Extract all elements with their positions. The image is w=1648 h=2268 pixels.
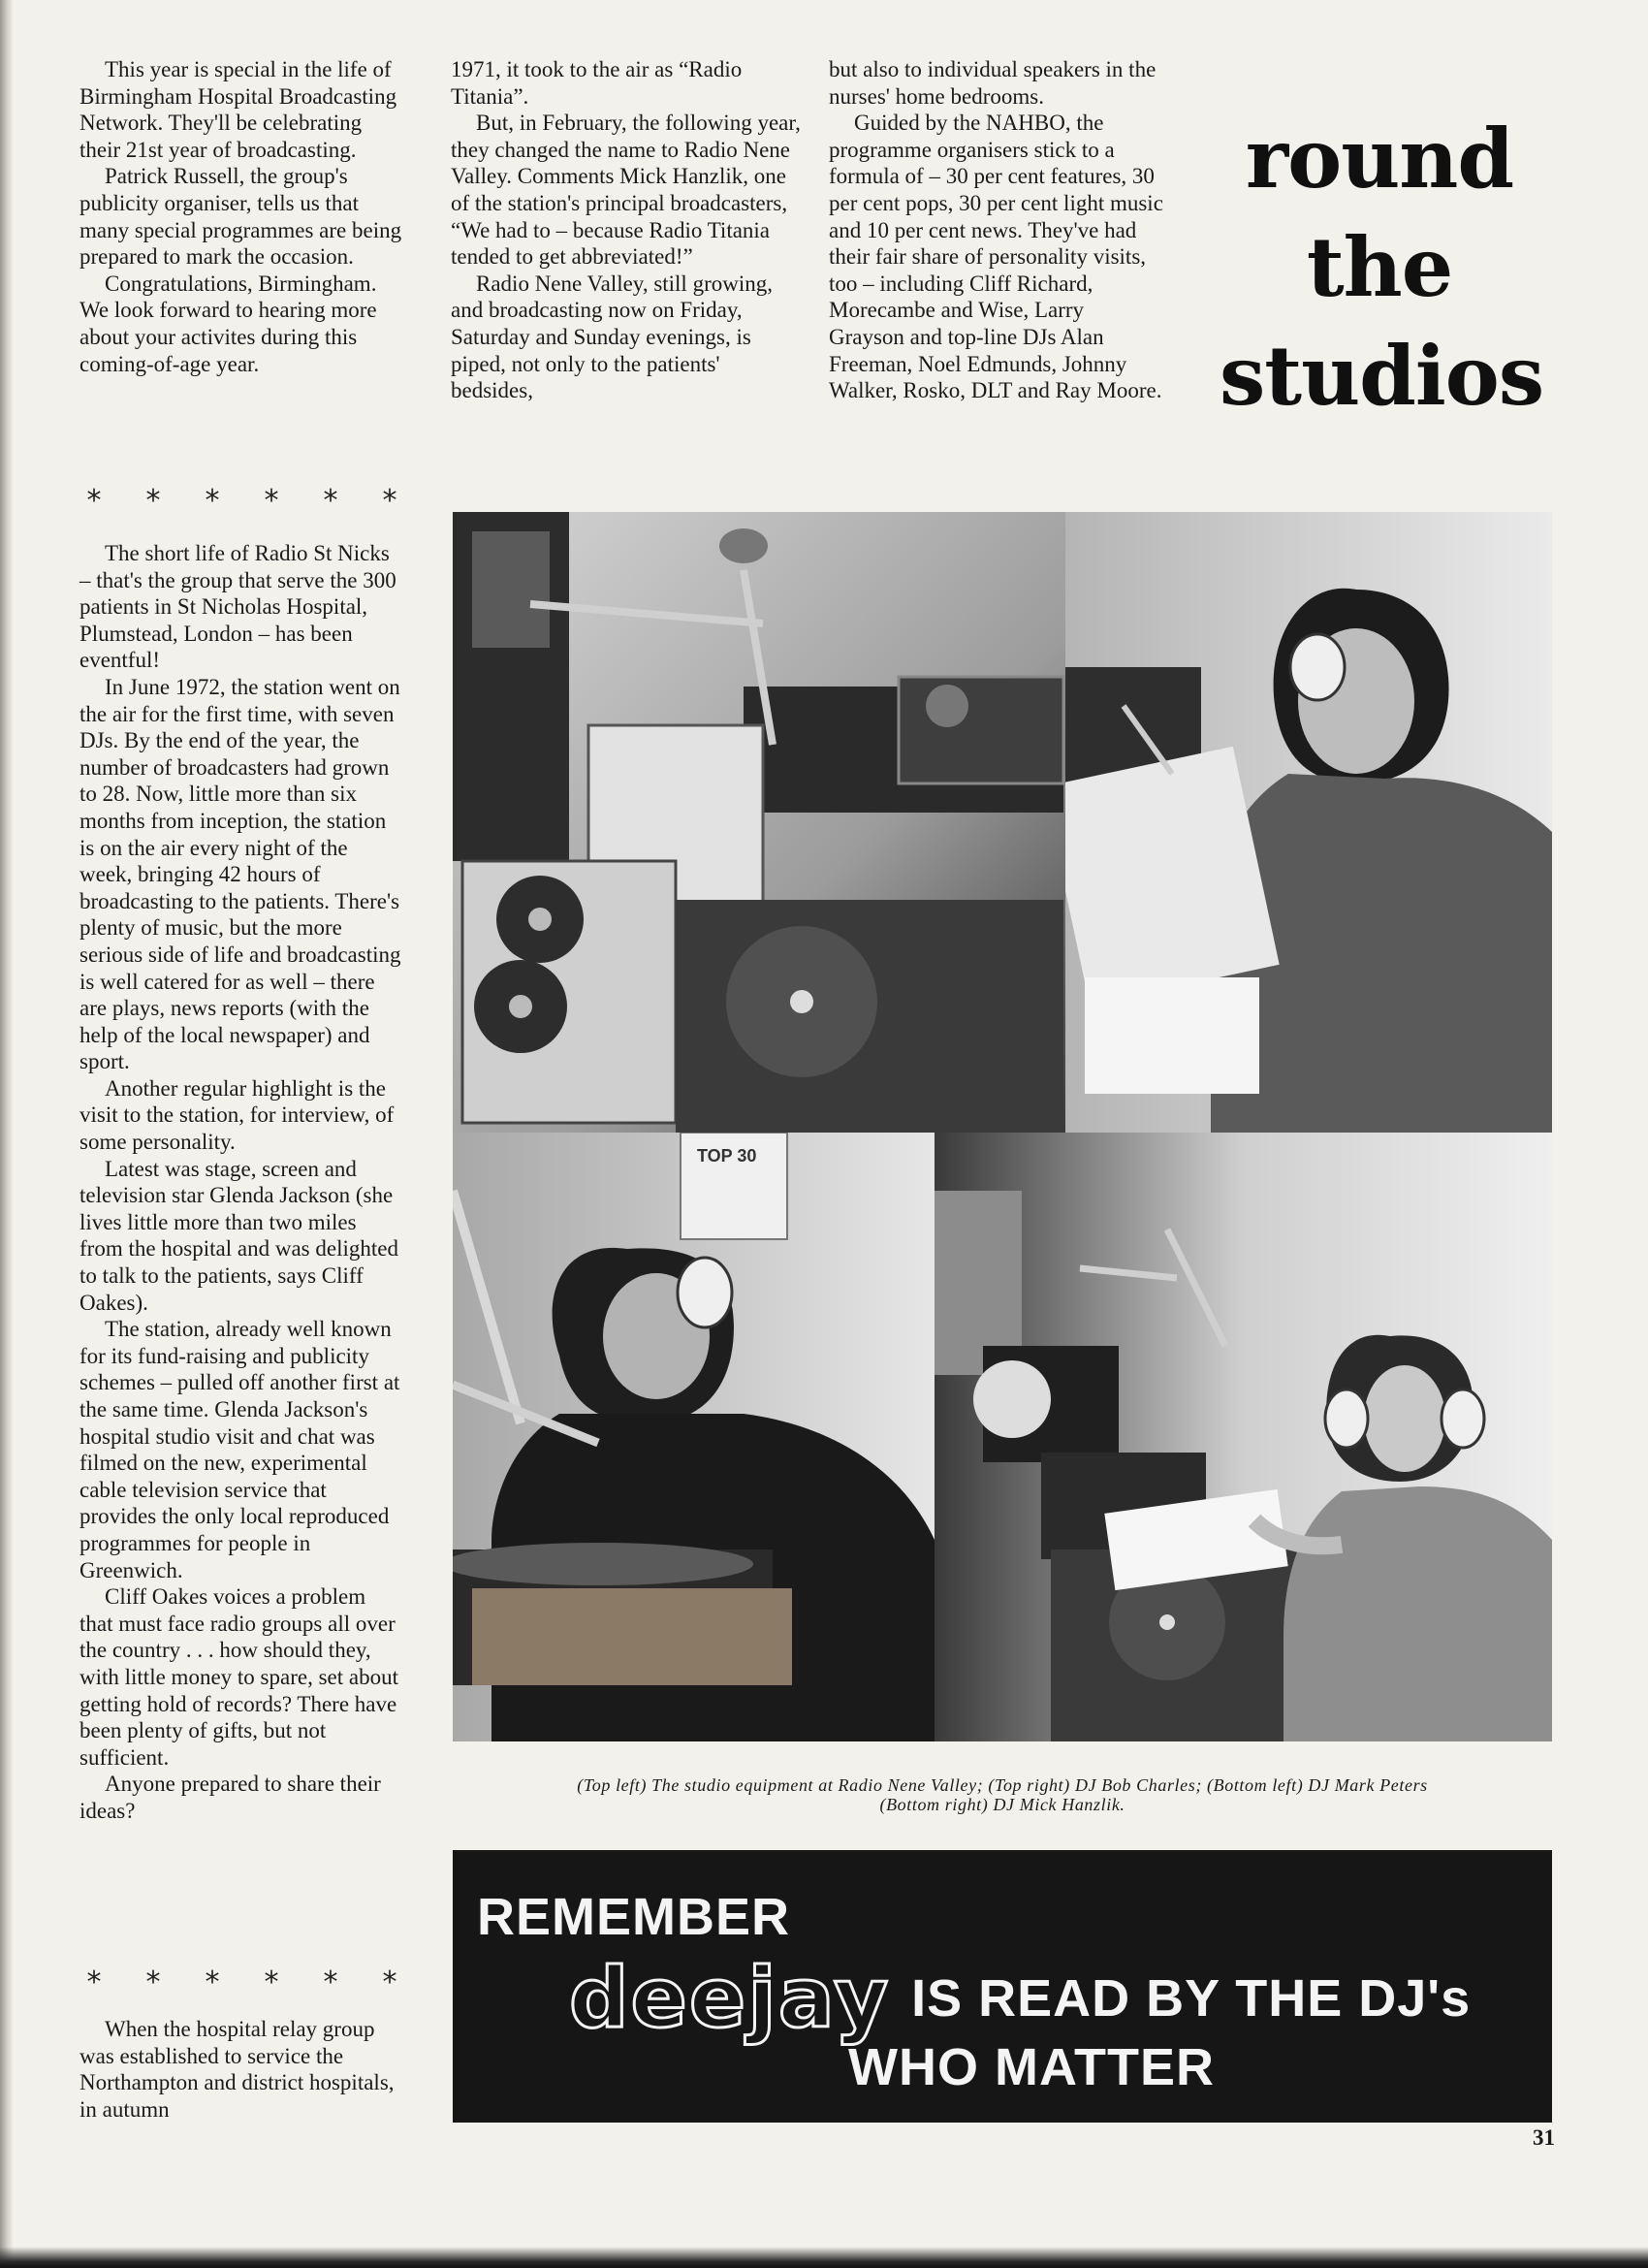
advert-line-remember: REMEMBER — [477, 1888, 791, 1946]
caption-line: (Bottom right) DJ Mick Hanzlik. — [879, 1795, 1125, 1814]
paragraph: But, in February, the following year, they changed the name to Radio Nene Valley. Comments Mick Hanzlik, one of the station's principal broadcasters, “We had to – because Radio Titania tended to get abbreviated!” — [451, 111, 801, 270]
paragraph: The station, already well known for its fund-raising and publicity schemes – pulled off another first at the same time. Glenda Jackson's hospital studio visit and chat was filmed on the new, experimental cable television service that provides the only local reproduced programmes for people in Greenwich. — [79, 1317, 400, 1582]
paragraph: In June 1972, the station went on the air for the first time, with seven DJs. By the end of the year, the number of broadcasters had grown to 28. Now, little more than six months from inception, the station is on the air every night of the week, bringing 42 hours of broadcasting to the patients. There's plenty of music, but the more serious side of life and broadcasting is well catered for as well – there are plays, news reports (with the help of the local newspaper) and sport. — [79, 674, 401, 1074]
column-left-bottom — [79, 2016, 404, 2123]
separator-star: * — [205, 484, 220, 518]
paragraph: Another regular highlight is the visit to the station, for interview, of some personality. — [79, 1075, 395, 1155]
headline-line: studios — [1220, 328, 1544, 424]
separator-star: * — [382, 484, 397, 518]
section-separator — [79, 484, 404, 518]
column-left-top — [79, 56, 404, 377]
separator-star: * — [264, 1965, 279, 1999]
binding-shadow — [0, 0, 14, 2268]
poster-text: TOP 30 — [697, 1146, 757, 1166]
deejay-logo: deejay — [569, 1950, 891, 2047]
paragraph: Anyone prepared to share their ideas? — [79, 1772, 381, 1823]
column-left-middle — [79, 540, 404, 1825]
paragraph: Guided by the NAHBO, the programme organisers stick to a formula of – 30 per cent features, 30 per cent pops, 30 per cent light music and 10 per cent news. They've had their fair share of personality visits, too – including Cliff Richard, Morecambe and Wise, Larry Grayson and top-line DJs Alan Freeman, Noel Edmunds, Johnny Walker, Rosko, DLT and Ray Moore. — [829, 111, 1163, 403]
page-number: 31 — [1533, 2125, 1555, 2150]
separator-star: * — [86, 1965, 102, 1999]
column-right — [829, 56, 1163, 404]
column-middle — [451, 56, 808, 404]
photo-dj-mick-hanzlik — [935, 1133, 1552, 1741]
caption-line: (Top left) The studio equipment at Radio Nene Valley; (Top right) DJ Bob Charles; (Bottom left) DJ Mark Peters — [577, 1775, 1428, 1795]
separator-star: * — [86, 484, 102, 518]
photo-caption — [453, 1775, 1552, 1814]
separator-star: * — [382, 1965, 397, 1999]
paragraph: The short life of Radio St Nicks – that's the group that serve the 300 patients in St Nicholas Hospital, Plumstead, London – has been eventful! — [79, 541, 396, 673]
separator-star: * — [323, 484, 338, 518]
separator-star: * — [205, 1965, 220, 1999]
photo-studio-equipment — [453, 512, 1065, 1133]
paragraph: Congratulations, Birmingham. We look forward to hearing more about your activites during this coming-of-age year. — [79, 271, 377, 376]
page-bottom-edge — [0, 2247, 1648, 2268]
paragraph: 1971, it took to the air as “Radio Titania”. — [451, 57, 743, 109]
headline-line: round — [1245, 111, 1514, 207]
separator-star: * — [323, 1965, 338, 1999]
advert-line-who-matter: WHO MATTER — [848, 2038, 1215, 2096]
separator-star: * — [264, 484, 279, 518]
advert-tagline: IS READ BY THE DJ's — [911, 1969, 1472, 2028]
paragraph: Latest was stage, screen and television star Glenda Jackson (she lives little more than two miles from the hospital and was delighted to talk to the patients, says Cliff Oakes). — [79, 1156, 398, 1315]
photo-dj-bob-charles — [1065, 512, 1552, 1133]
paragraph: but also to individual speakers in the nurses' home bedrooms. — [829, 57, 1157, 109]
separator-star: * — [145, 484, 161, 518]
headline — [1220, 105, 1544, 431]
paragraph: When the hospital relay group was established to service the Northampton and district hospitals, in autumn — [79, 2017, 395, 2122]
photo-grid — [453, 512, 1552, 1741]
advert-banner — [453, 1850, 1552, 2123]
paragraph: This year is special in the life of Birmingham Hospital Broadcasting Network. They'll be celebrating their 21st year of broadcasting. — [79, 57, 397, 162]
section-separator — [79, 1965, 404, 1999]
advert-line-main — [569, 1950, 1472, 2047]
separator-star: * — [145, 1965, 161, 1999]
photo-dj-mark-peters — [453, 1133, 935, 1741]
paragraph: Patrick Russell, the group's publicity organiser, tells us that many special programmes are being prepared to mark the occasion. — [79, 164, 402, 270]
paragraph: Cliff Oakes voices a problem that must face radio groups all over the country . . . how should they, with little money to spare, set about getting hold of records? There have been plenty of gifts, but not sufficient. — [79, 1584, 398, 1770]
headline-line: the — [1306, 219, 1453, 315]
paragraph: Radio Nene Valley, still growing, and broadcasting now on Friday, Saturday and Sunday evenings, is piped, not only to the patients' bedsides, — [451, 271, 773, 403]
